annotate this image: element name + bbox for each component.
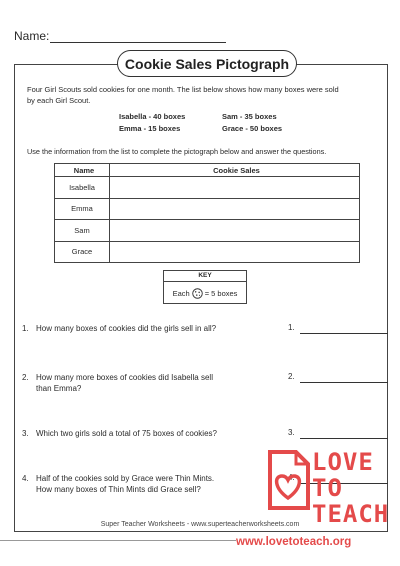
name-label: Name:	[14, 29, 50, 43]
table-row	[55, 198, 360, 220]
row-name: Sam	[55, 220, 110, 242]
key-box	[163, 270, 247, 304]
bottom-divider	[0, 540, 236, 541]
intro-text	[27, 84, 377, 106]
name-line[interactable]	[50, 42, 226, 43]
intro-line-2: by each Girl Scout.	[27, 96, 91, 105]
footer-text: Super Teacher Worksheets - www.superteacherworksheets.com	[100, 521, 300, 528]
answer-line-1[interactable]	[300, 333, 388, 334]
intro-line-1: Four Girl Scouts sold cookies for one month. The list below shows how many boxes were sold	[27, 85, 339, 94]
table-row	[55, 177, 360, 199]
answer-label-2: 2.	[288, 372, 295, 381]
answer-line-2[interactable]	[300, 382, 388, 383]
site-link[interactable]: www.lovetoteach.org	[236, 536, 352, 548]
question-number: 3.	[22, 429, 29, 438]
love-to-teach-logo[interactable]	[262, 446, 390, 532]
sales-cell[interactable]	[110, 177, 360, 199]
question-number: 1.	[22, 324, 29, 333]
question-text: Which two girls sold a total of 75 boxes of cookies?	[36, 429, 217, 438]
answer-label-3: 3.	[288, 428, 295, 437]
key-body	[164, 282, 246, 304]
key-each: Each	[172, 288, 190, 298]
sales-cell[interactable]	[110, 198, 360, 220]
sales-cell[interactable]	[110, 220, 360, 242]
worksheet-title: Cookie Sales Pictograph	[117, 50, 297, 77]
question-text: Half of the cookies sold by Grace were Thin Mints.	[36, 474, 215, 483]
question-number: 2.	[22, 373, 29, 382]
answer-label-1: 1.	[288, 323, 295, 332]
table-header-sales: Cookie Sales	[110, 164, 360, 177]
total-emma: Emma - 15 boxes	[119, 124, 181, 133]
total-sam: Sam - 35 boxes	[222, 112, 277, 121]
table-header-name: Name	[55, 164, 110, 177]
key-equals: = 5 boxes	[204, 288, 238, 298]
pictograph-table	[54, 163, 360, 263]
question-text: How many more boxes of cookies did Isabella sell	[36, 373, 213, 382]
question-number: 4.	[22, 474, 29, 483]
document-heart-icon	[266, 450, 310, 512]
logo-word-to: TO	[312, 474, 343, 502]
cookie-icon	[192, 288, 203, 299]
row-name: Isabella	[55, 177, 110, 199]
question-text-2: than Emma?	[36, 384, 82, 393]
key-title: KEY	[164, 271, 246, 282]
logo-word-love: LOVE	[312, 448, 374, 476]
sales-cell[interactable]	[110, 241, 360, 263]
table-row	[55, 220, 360, 242]
total-grace: Grace - 50 boxes	[222, 124, 283, 133]
total-isabella: Isabella - 40 boxes	[119, 112, 186, 121]
answer-line-3[interactable]	[300, 438, 388, 439]
question-text: How many boxes of cookies did the girls sell in all?	[36, 324, 217, 333]
instruction-text: Use the information from the list to complete the pictograph below and answer the questions.	[27, 147, 327, 156]
row-name: Emma	[55, 198, 110, 220]
logo-word-teach: TEACH	[312, 500, 390, 528]
table-row	[55, 241, 360, 263]
question-text-2: How many boxes of Thin Mints did Grace sell?	[36, 485, 201, 494]
row-name: Grace	[55, 241, 110, 263]
answer-label-4: 4.	[288, 473, 295, 482]
